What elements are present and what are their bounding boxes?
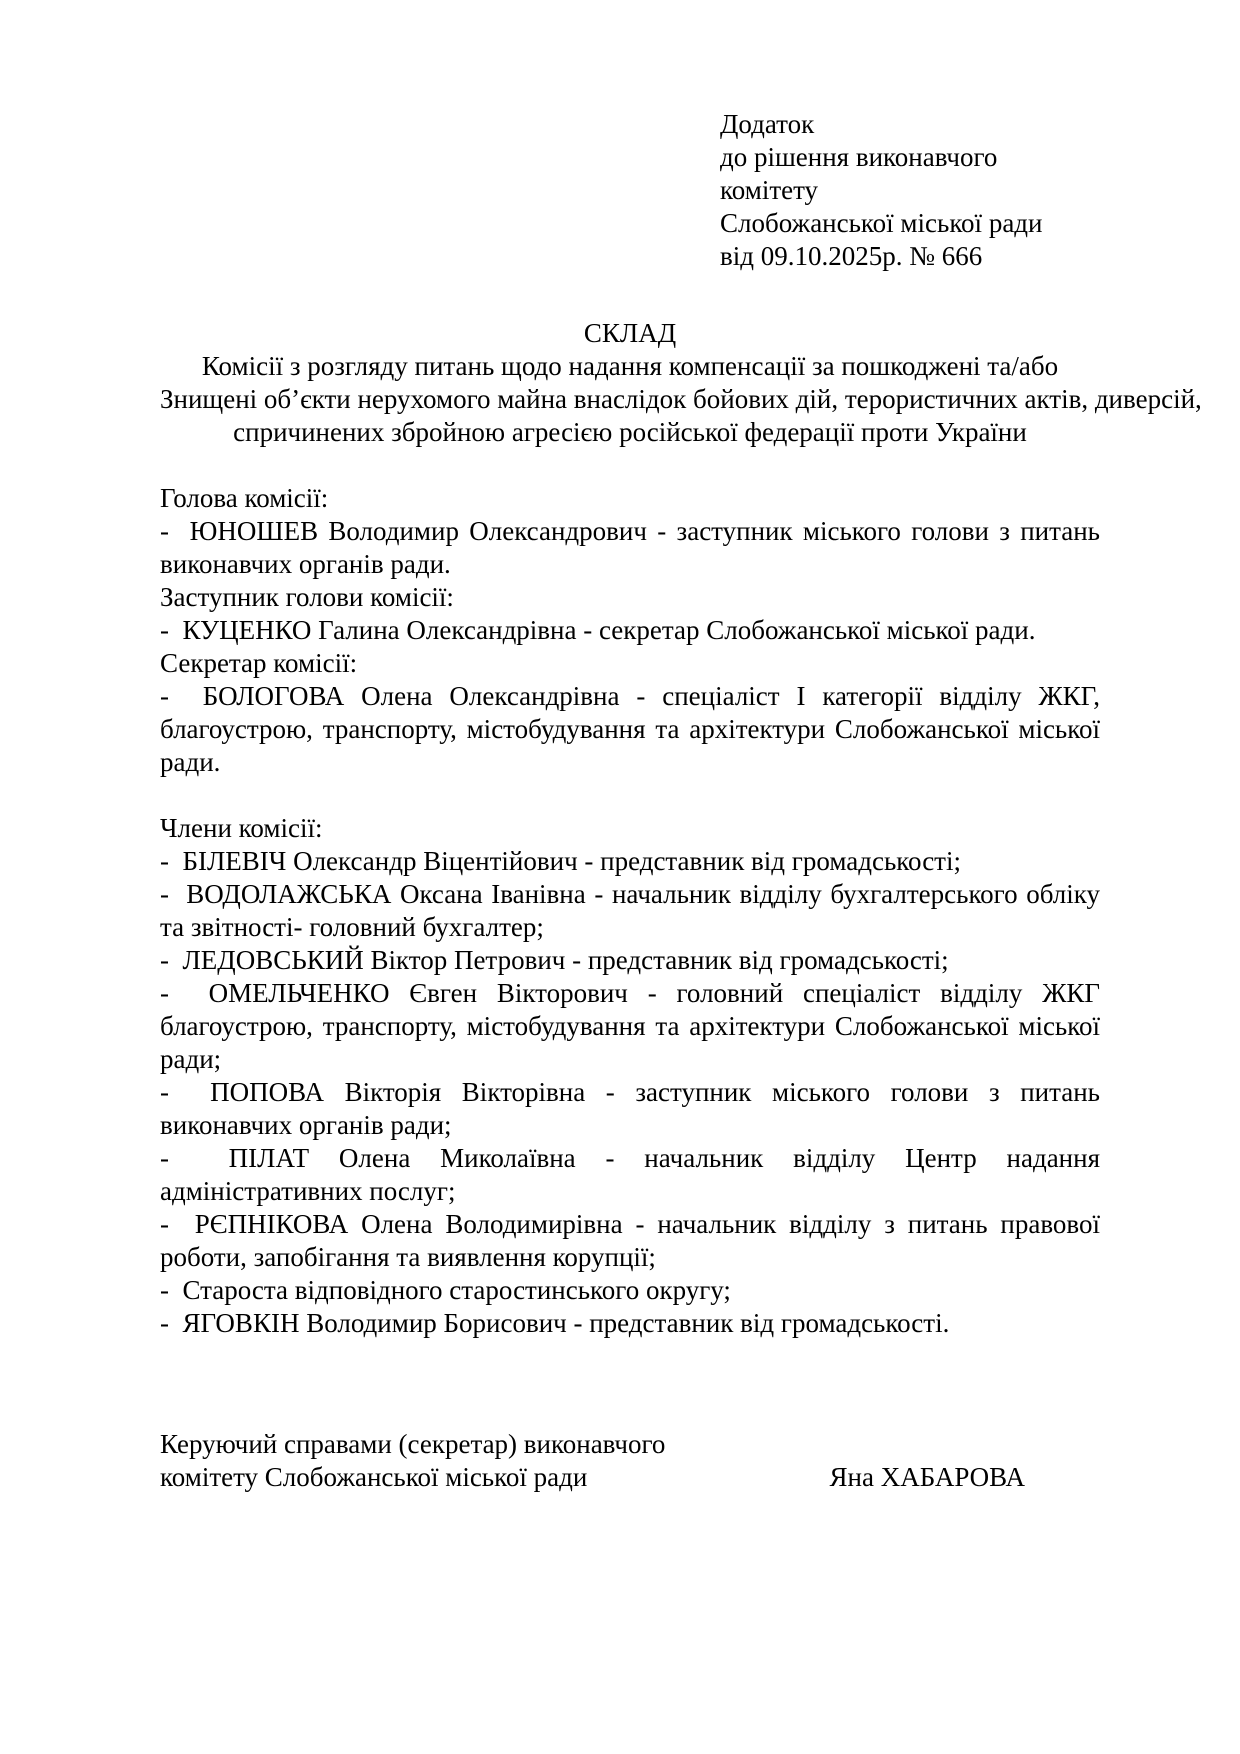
signatory-position — [160, 1428, 665, 1494]
member-entry: - Староста відповідного старостинського округу; — [160, 1275, 731, 1305]
member-entry: - РЄПНІКОВА Олена Володимирівна - начальник відділу з питань правової роботи, запобігання та виявлення корупції; — [160, 1209, 1100, 1272]
appendix-header-line: Слобожанської міської ради — [720, 208, 1043, 238]
title-line: спричинених збройною агресією російської федерації проти України — [233, 417, 1027, 447]
role-label-secretary: Секретар комісії: — [160, 648, 358, 678]
signatory-position-line: Керуючий справами (секретар) виконавчого — [160, 1429, 666, 1459]
commission-composition — [160, 482, 1100, 1340]
signatory-name: Яна ХАБАРОВА — [829, 1462, 1025, 1492]
title-line: Знищені об’єкти нерухомого майна внаслідок бойових дій, терористичних актів, диверсій, — [160, 384, 1202, 414]
role-label-head: Голова комісії: — [160, 483, 329, 513]
member-entry: - ВОДОЛАЖСЬКА Оксана Іванівна - начальник відділу бухгалтерського обліку та звітності- головний бухгалтер; — [160, 879, 1100, 942]
appendix-header — [720, 108, 1100, 273]
member-entry: - ПОПОВА Вікторія Вікторівна - заступник міського голови з питань виконавчих органів ради; — [160, 1077, 1100, 1140]
member-entry: - КУЦЕНКО Галина Олександрівна - секретар Слобожанської міської ради. — [160, 615, 1036, 645]
signatory-position-line: комітету Слобожанської міської ради — [160, 1462, 588, 1492]
title-heading: СКЛАД — [583, 318, 677, 348]
appendix-header-line: Додаток — [720, 109, 815, 139]
signature-block — [160, 1428, 1100, 1494]
member-entry: - ЛЕДОВСЬКИЙ Віктор Петрович - представник від громадськості; — [160, 945, 949, 975]
role-label-deputy: Заступник голови комісії: — [160, 582, 454, 612]
role-label-members: Члени комісії: — [160, 813, 323, 843]
member-entry: - ЮНОШЕВ Володимир Олександрович - заступник міського голови з питань виконавчих органів ради. — [160, 516, 1100, 579]
member-entry: - ПІЛАТ Олена Миколаївна - начальник відділу Центр надання адміністративних послуг; — [160, 1143, 1100, 1206]
member-entry: - ОМЕЛЬЧЕНКО Євген Вікторович - головний спеціаліст відділу ЖКГ благоустрою, транспорту, містобудування та архітектури Слобожанської міської ради; — [160, 978, 1100, 1074]
appendix-header-line: від 09.10.2025р. № 666 — [720, 241, 983, 271]
document-title — [160, 317, 1202, 449]
appendix-header-line: до рішення виконавчого комітету — [720, 142, 998, 205]
title-line: Комісії з розгляду питань щодо надання компенсації за пошкоджені та/або — [201, 351, 1059, 381]
member-entry: - БОЛОГОВА Олена Олександрівна - спеціаліст І категорії відділу ЖКГ, благоустрою, транспорту, містобудування та архітектури Слобожанської міської ради. — [160, 681, 1100, 777]
member-entry: - ЯГОВКІН Володимир Борисович - представник від громадськості. — [160, 1308, 950, 1338]
member-entry: - БІЛЕВІЧ Олександр Віцентійович - представник від громадськості; — [160, 846, 961, 876]
